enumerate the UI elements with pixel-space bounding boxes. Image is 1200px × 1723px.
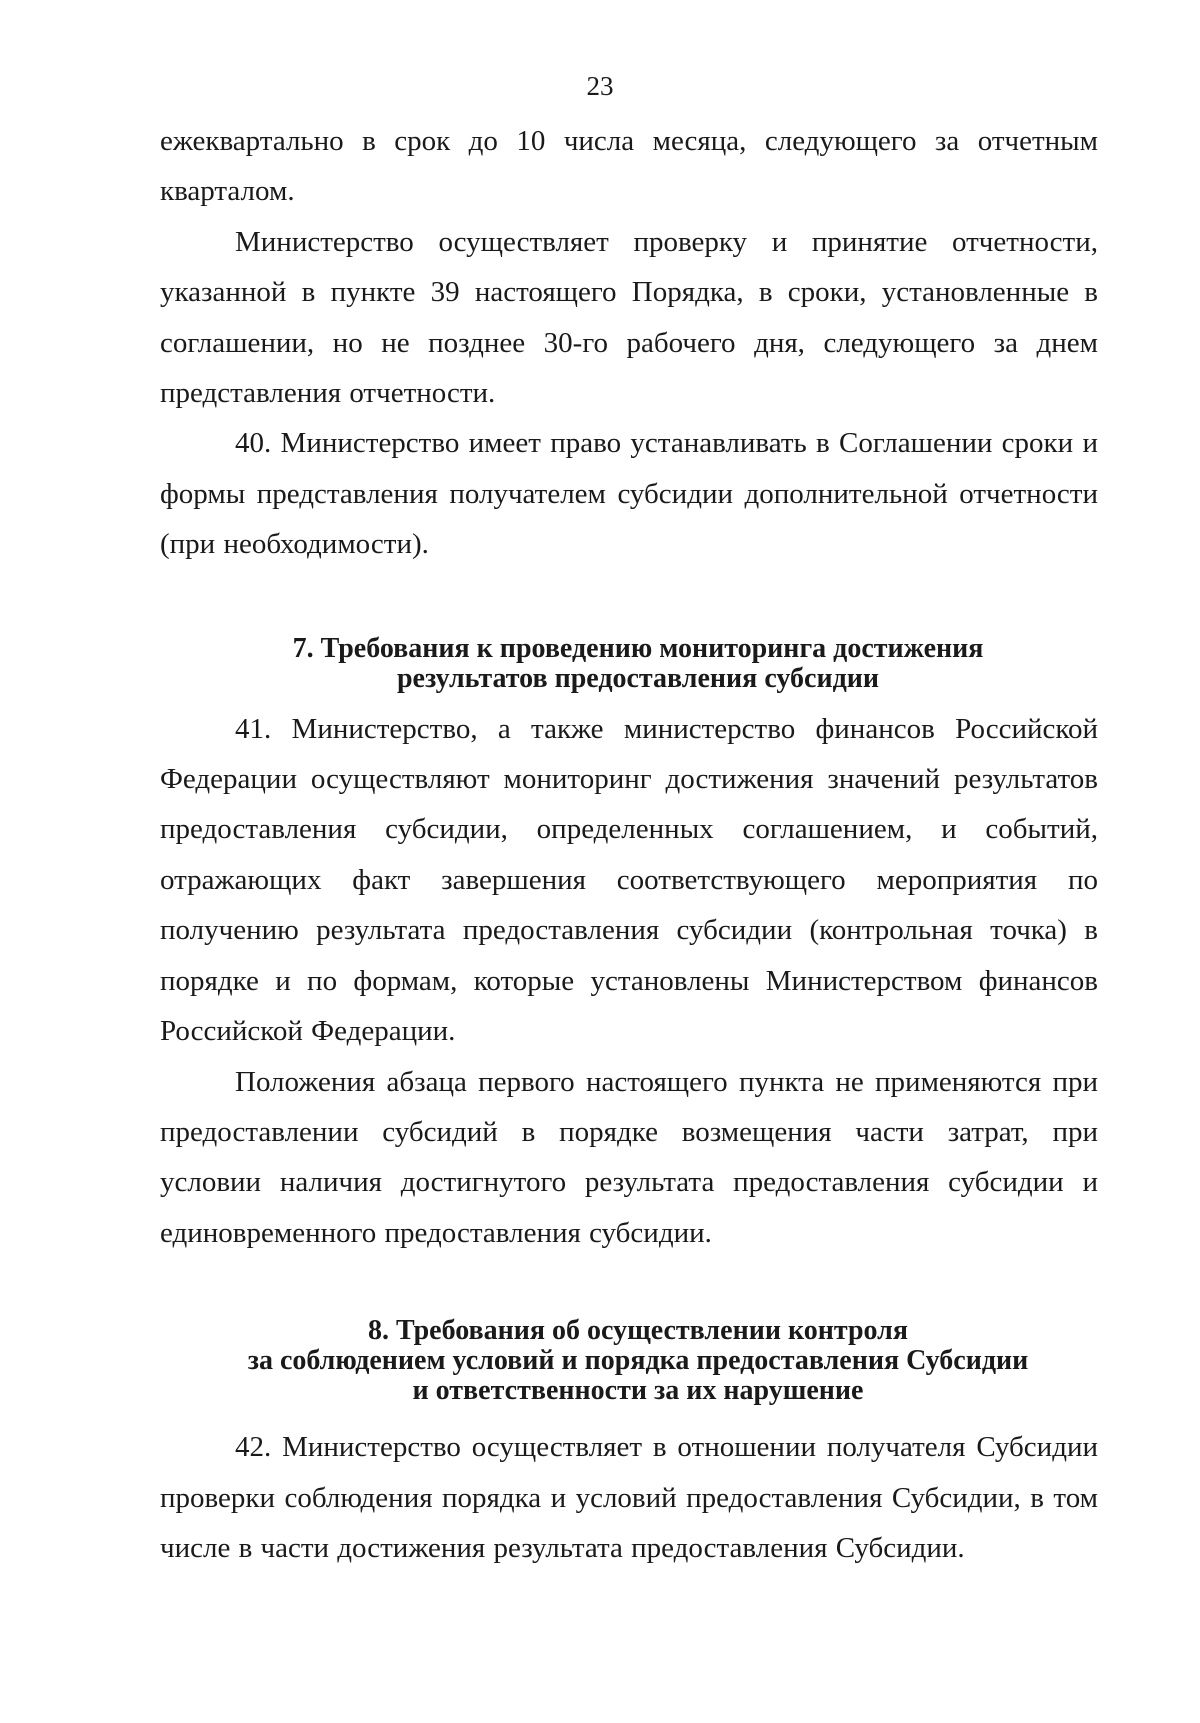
section-8-heading [160, 1316, 1098, 1406]
section-8-heading-line-1: 8. Требования об осуществлении контроля [367, 1315, 909, 1347]
section-7-heading-line-2: результатов предоставления субсидии [396, 662, 880, 694]
paragraph-continuation: ежеквартально в срок до 10 числа месяца, следующего за отчетным кварталом. [160, 125, 1098, 208]
paragraph-ministry-check: Министерство осуществляет проверку и принятие отчетности, указанной в пункте 39 настоящего Порядка, в сроки, установленные в соглашении, но не позднее 30-го рабочего дня, следующего за днем представления отчетности. [160, 225, 1098, 410]
page-number: 23 [586, 71, 614, 101]
section-7-heading [160, 634, 1098, 694]
paragraph-41-second: Положения абзаца первого настоящего пункта не применяются при предоставлении субсидий в порядке возмещения части затрат, при условии наличия достигнутого результата предоставления субсидии и единовременного предоставления субсидии. [160, 1065, 1098, 1249]
section-8-heading-line-2: за соблюдением условий и порядка предоставления Субсидии [247, 1345, 1029, 1377]
paragraph-40: 40. Министерство имеет право устанавливать в Соглашении сроки и формы представления получателем субсидии дополнительной отчетности (при необходимости). [160, 427, 1098, 561]
section-7-heading-line-1: 7. Требования к проведению мониторинга достижения [292, 632, 984, 664]
paragraph-42: 42. Министерство осуществляет в отношении получателя Субсидии проверки соблюдения порядка и условий предоставления Субсидии, в том числе в части достижения результата предоставления Субсидии. [160, 1431, 1098, 1564]
section-8-heading-line-3: и ответственности за их нарушение [412, 1375, 864, 1407]
paragraph-41: 41. Министерство, а также министерство финансов Российской Федерации осуществляют мониторинг достижения значений результатов предоставления субсидии, определенных соглашением, и событий, отражающих факт завершения соответствующего мероприятия по получению результата предоставления субсидии (контрольная точка) в порядке и по формам, которые установлены Министерством финансов Российской Федерации. [160, 712, 1098, 1048]
page-content [160, 116, 1098, 1573]
